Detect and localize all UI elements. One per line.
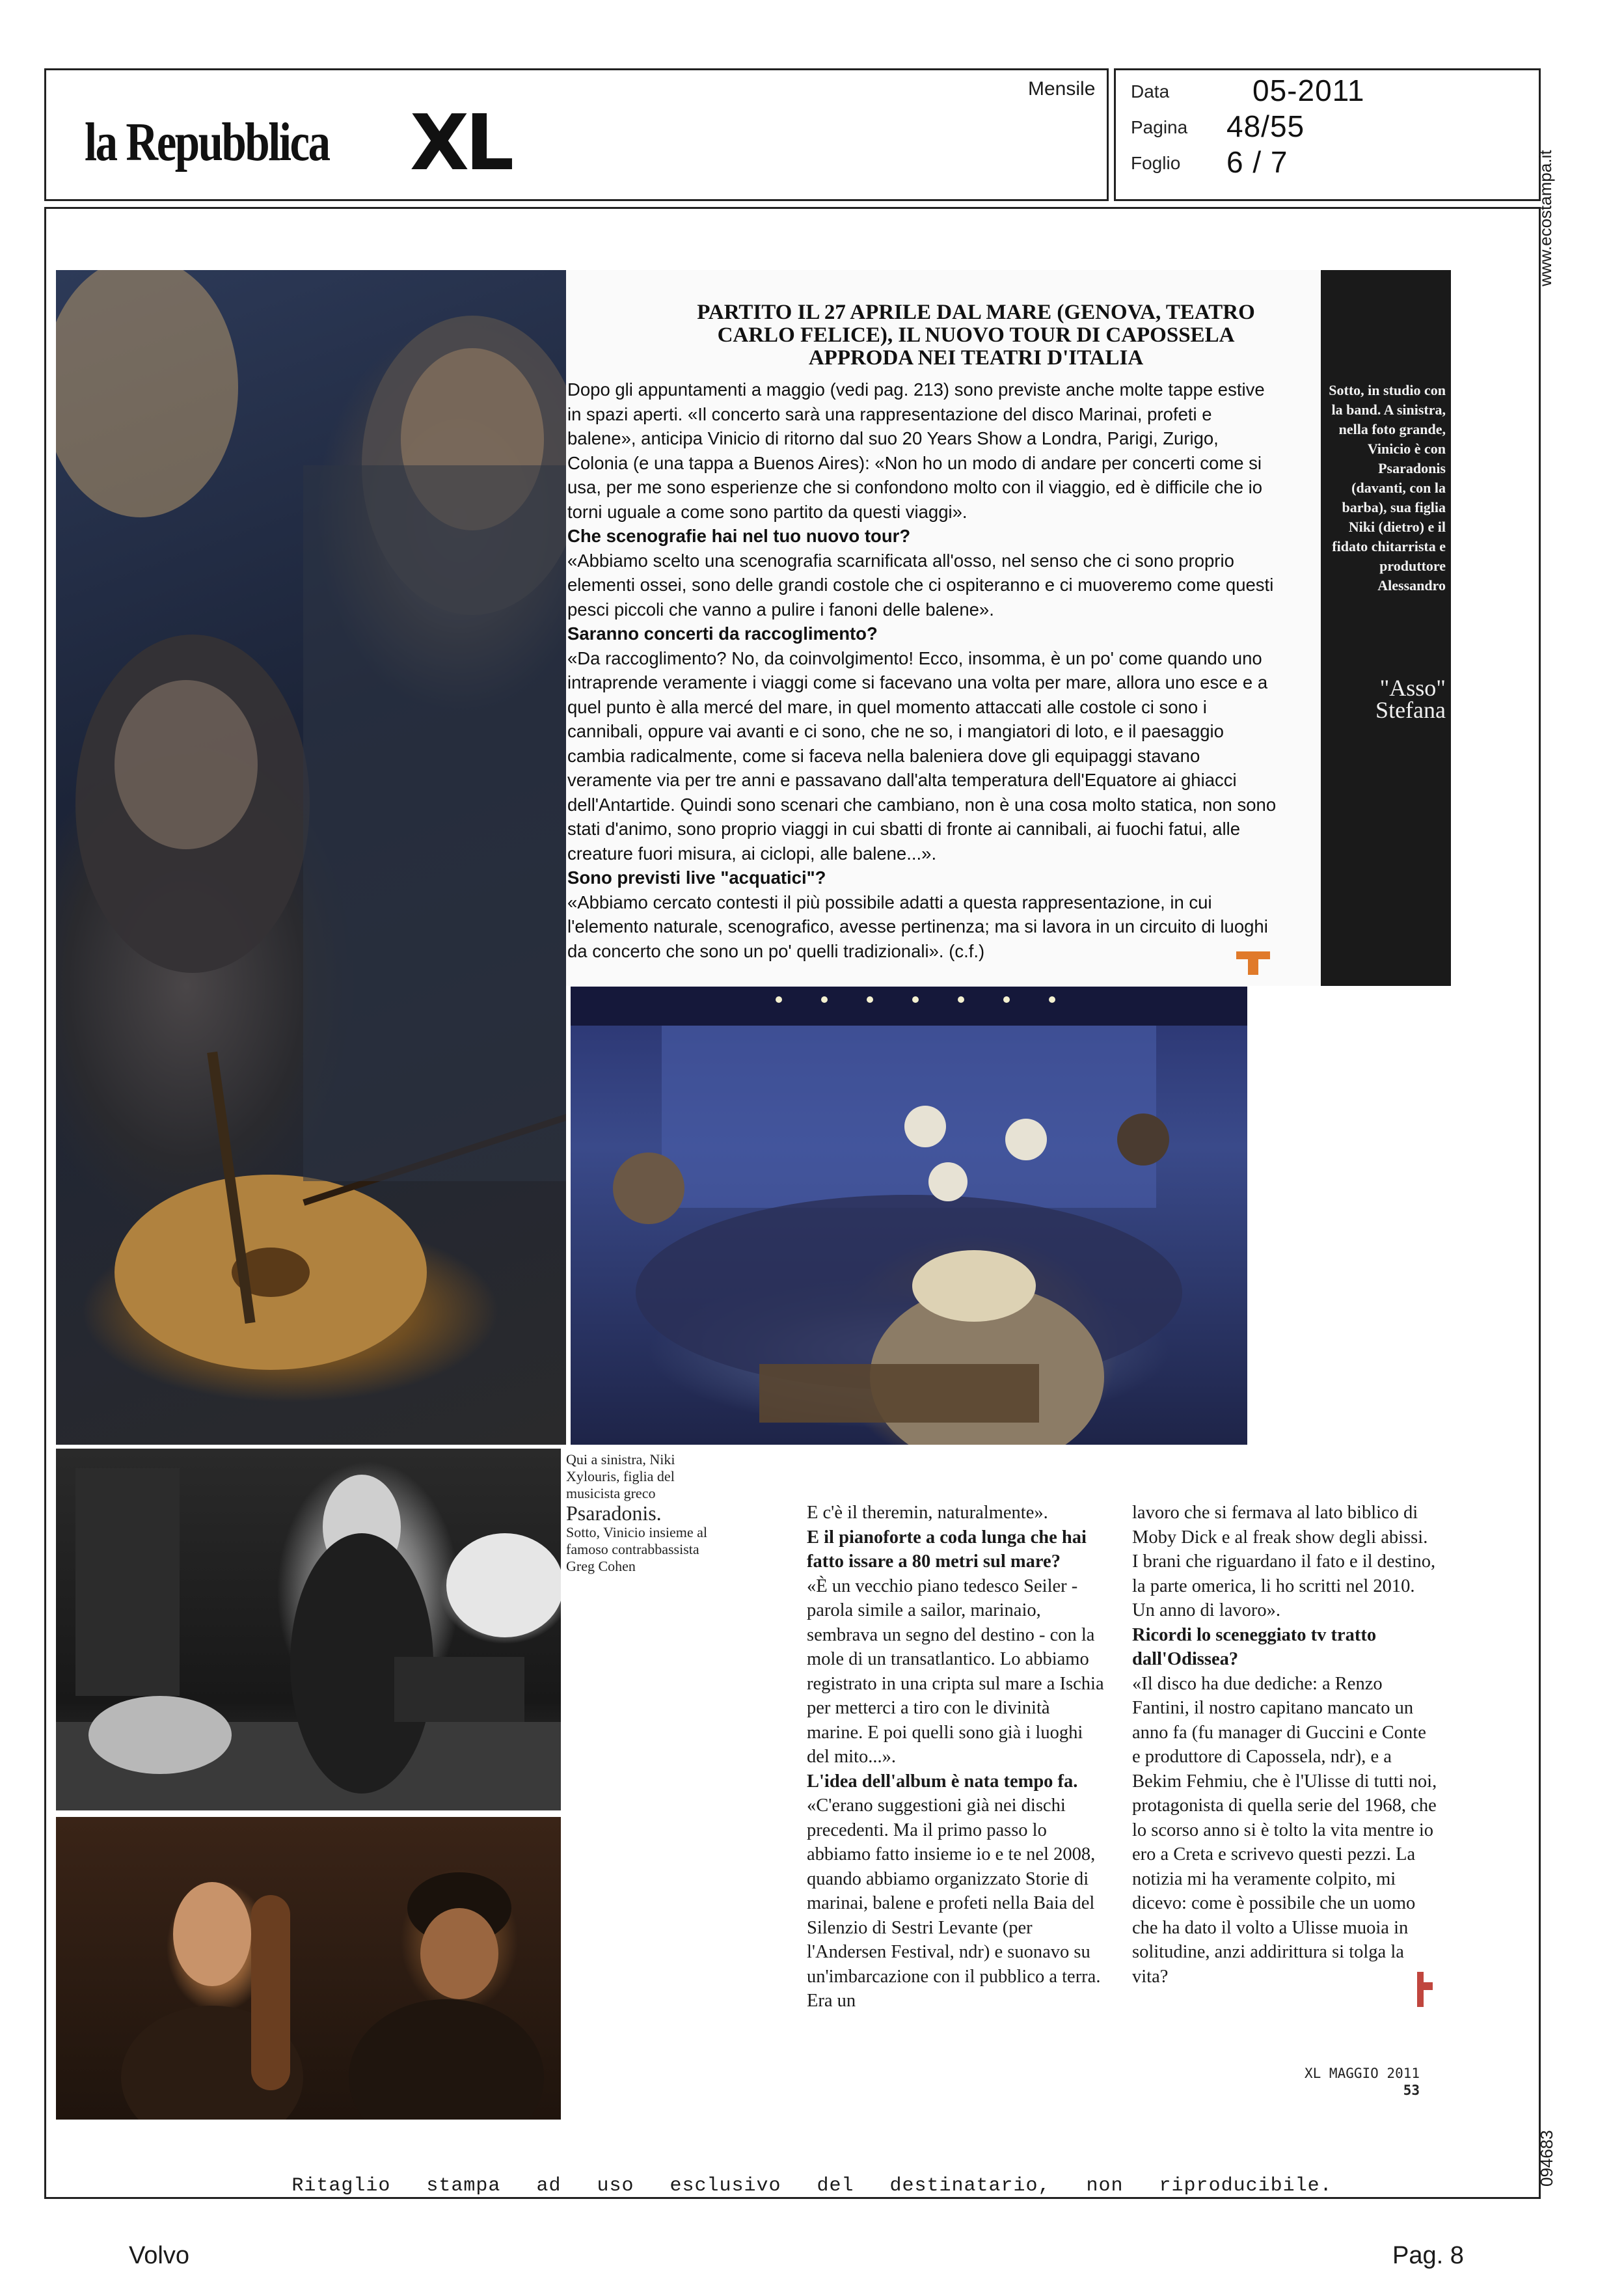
pagina-value: 48/55 [1226,109,1305,143]
pagina-label: Pagina [1131,117,1188,137]
interview-answer: «Da raccoglimento? No, da coinvolgimento! Ecco, insomma, è un po' come quando uno intraprende veramente i viaggi come si facevano una volta per mare, allora uno esce e a quel punto è alla mercé del mare, in quel momento attaccati alle costole ci sono i cannibali, oppure vai avanti e ci sono, che ne so, i mangiatori di loto, e il paesaggio cambia radicalmente, come si faceva nella baleniera dove gli equipaggi stavano veramente via per tre anni e passavano dall'alta temperatura dell'Equatore ai ghiacci dell'Antartide. Quindi sono scenari che cambiano, non è una cosa molto statica, non sono stati d'animo, sono proprio viaggi in cui sbatti di fronte ai cannibali, ai fuochi fatui, alle creature fuori misura, ai ciclopi, alle balene...». [567,648,1277,864]
side-url: www.ecostampa.it [1536,150,1555,286]
interview-question: E il pianoforte a coda lunga che hai fatto issare a 80 metri sul mare? [807,1527,1087,1572]
client-label: Volvo [129,2242,189,2269]
side-caption-panel [1321,270,1451,986]
stage-photo-shapes [571,987,1247,1445]
photo-caption-post: Sotto, Vinicio insieme al famoso contrabbassista Greg Cohen [566,1524,708,1574]
page-folio [1305,2065,1420,2099]
photo-caption-name: Psaradonis. [566,1501,662,1525]
side-code: 094683 [1537,2130,1556,2187]
article-end-mark-icon [1417,1972,1433,2007]
interview-answer: «C'erano suggestioni già nei dischi precedenti. Ma il primo passo lo abbiamo fatto insieme io e te nel 2008, quando abbiamo organizzato Storie di marinai, balene e profeti nella Baia del Silenzio di Sestri Levante (per l'Andersen Festival, ndr) e suonavo su un'imbarcazione con il pubblico a terra. Era un [807,1795,1101,2011]
interview-answer: «Abbiamo scelto una scenografia scarnificata all'osso, nel senso che ci sono proprio elementi ossei, sono delle grandi costole che ci ospiteranno e ci muoveremo come questi pesci piccoli che vanno a pulire i fanoni delle balene». [567,550,1274,620]
main-photo-shapes [56,270,566,1445]
side-caption-text: Sotto, in studio con la band. A sinistra, nella foto grande, Vinicio è con Psaradonis (davanti, con la barba), sua figlia Niki (dietro) e il fidato chitarrista e produttore Alessandro [1329,382,1446,594]
article-body [567,377,1283,963]
interview-question: Saranno concerti da raccoglimento? [567,623,878,644]
side-caption-name: "Asso" Stefana [1375,675,1446,723]
interview-column-2 [1132,1501,1438,1989]
photo-capossela-greg-cohen [56,1817,561,2120]
duo-photo-shapes [56,1817,561,2120]
folio-issue: XL MAGGIO 2011 [1305,2066,1420,2081]
interview-question: Sono previsti live "acquatici"? [567,867,826,888]
interview-column-1 [807,1501,1106,2013]
interview-answer: lavoro che si fermava al lato biblico di Moby Dick e al freak show degli abissi. I brani che riguardano il fato e il destino, la parte omerica, li ho scritti nel 2010. Un anno di lavoro». [1132,1503,1436,1620]
interview-question: Ricordi lo sceneggiato tv tratto dall'Odissea? [1132,1624,1377,1669]
article-headline: PARTITO IL 27 APRILE DAL MARE (GENOVA, TEATRO CARLO FELICE), IL NUOVO TOUR DI CAPOSSELA APPRODA NEI TEATRI D'ITALIA [697,301,1255,370]
data-label: Data [1131,81,1170,102]
foglio-value: 6 / 7 [1226,145,1288,179]
interview-answer: «È un vecchio piano tedesco Seiler - parola simile a sailor, marinaio, sembrava un segno del destino - con la mole di un transatlantico. Lo abbiamo registrato in una cripta sul mare a Ischia per metterci a tiro con le divinità marine. E poi quelli sono già i luoghi del mito...». [807,1576,1104,1767]
main-photo-musicians [56,270,566,1445]
end-mark-icon [1236,951,1270,975]
photo-caption-pre: Qui a sinistra, Niki Xylouris, figlia del musicista greco [566,1451,675,1501]
frequency-label: Mensile [1028,78,1096,100]
folio-page-number: 53 [1403,2082,1420,2098]
interview-question: Che scenografie hai nel tuo nuovo tour? [567,526,911,546]
bw-photo-niki-xylouris [56,1449,561,1810]
interview-answer: Dopo gli appuntamenti a maggio (vedi pag. 213) sono previste anche molte tappe estive in spazi aperti. «Il concerto sarà una rappresentazione del disco Marinai, profeti e balene», anticipa Vinicio di ritorno dal suo 20 Years Show a Londra, Parigi, Zurigo, Colonia (e una tappa a Buenos Aires): «Non ho un modo di andare per concerti come si usa, per me sono esperienze che si confondono molto con il viaggio, ed è difficile che io torni uguale a come sono partito da questi viaggi». [567,379,1265,522]
photo-caption [566,1451,722,1575]
bw-photo-shapes [56,1449,561,1810]
interview-question: L'idea dell'album è nata tempo fa. [807,1771,1078,1792]
stage-photo-band [571,987,1247,1445]
page-number: Pag. 8 [1392,2242,1464,2269]
interview-answer: «Abbiamo cercato contesti il più possibile adatti a questa rappresentazione, in cui l'elemento naturale, scenografico, avesse pertinenza; ma si lavora in un circuito di luoghi da concerto che sono un po' quelli tradizionali». (c.f.) [567,892,1268,961]
newspaper-logo: la Repubblica [85,112,329,172]
xl-logo: XL [410,98,511,187]
interview-answer: «Il disco ha due dediche: a Renzo Fantini, il nostro capitano mancato un anno fa (fu manager di Guccini e Conte e produttore di Capossela, ndr), e a Bekim Fehmiu, che è l'Ulisse di tutti noi, protagonista di quella serie del 1968, che lo scorso anno si è tolto la vita mentre io ero a Creta e scrivevo questi pezzi. La notizia mi ha veramente colpito, mi dicevo: come è possibile che un uomo che ha dato il volto a Ulisse muoia in solitudine, anzi addirittura si tolga la vita? [1132,1673,1437,1987]
copyright-note: Ritaglio stampa ad uso esclusivo del destinatario, non riproducibile. [291,2175,1333,2197]
foglio-label: Foglio [1131,153,1181,173]
data-value: 05-2011 [1252,74,1365,107]
interview-answer: E c'è il theremin, naturalmente». [807,1503,1048,1523]
